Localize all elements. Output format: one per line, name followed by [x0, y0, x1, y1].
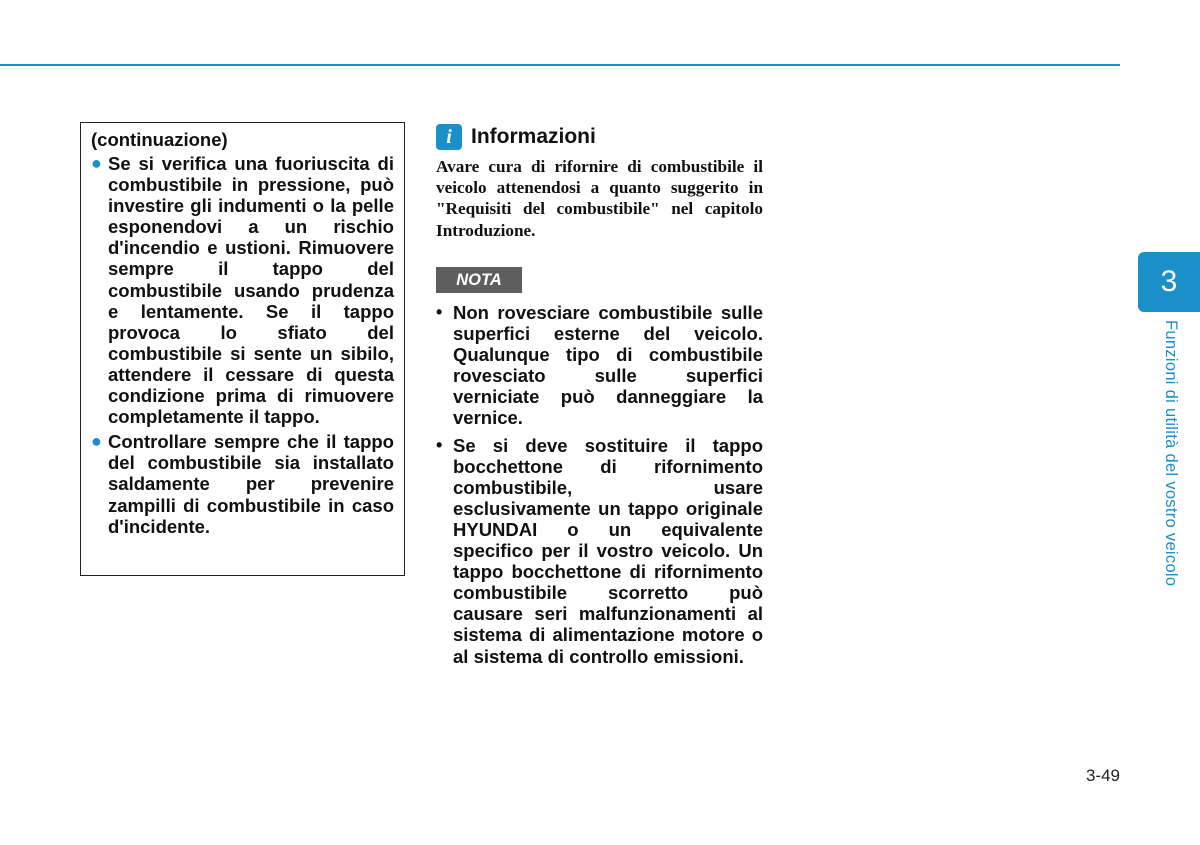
header-rule [0, 64, 1120, 66]
bullet-icon: ● [91, 431, 102, 452]
warning-list [91, 153, 394, 537]
warning-item-text: Controllare sempre che il tappo del combustibile sia installato saldamente per prevenire zampilli di combustibile in caso d'incidente. [108, 431, 394, 537]
info-header [436, 123, 763, 150]
info-title: Informazioni [471, 124, 596, 148]
bullet-icon: ● [91, 153, 102, 173]
chapter-number-tab: 3 [1138, 252, 1200, 312]
nota-badge: NOTA [436, 267, 522, 293]
bullet-icon: • [436, 434, 443, 455]
chapter-title: Funzioni di utilità del vostro veicolo [1162, 320, 1180, 587]
warning-item [91, 153, 394, 427]
warning-box [80, 122, 405, 576]
info-text: Avare cura di rifornire di combustibile il veicolo attenendosi a quanto suggerito in "Requisiti del combustibile" nel capitolo Introduzione. [436, 157, 763, 240]
page-number: 3-49 [1085, 766, 1120, 785]
nota-item [436, 302, 763, 429]
warning-item-text: Se si verifica una fuoriuscita di combustibile in pressione, può investire gli indumenti o la pelle esponendovi a un rischio d'incendio e ustioni. Rimuovere sempre il tappo del combustibile usando prudenza e lentamente. Se il tappo provoca lo sfiato del combustibile si sente un sibilo, attendere il cessare di questa condizione prima di rimuovere completamente il tappo. [108, 153, 394, 428]
bullet-icon: • [436, 302, 443, 322]
nota-item-text: Non rovesciare combustibile sulle superfici esterne del veicolo. Qualunque tipo di combustibile rovesciato sulle superfici verniciate può danneggiare la vernice. [453, 302, 763, 429]
nota-item [436, 435, 763, 667]
nota-item-text: Se si deve sostituire il tappo bocchettone di rifornimento combustibile, usare esclusivamente un tappo originale HYUNDAI o un equivalente specifico per il vostro veicolo. Un tappo bocchettone di rifornimento combustibile scorretto può causare seri malfunzionamenti al sistema di alimentazione motore o al sistema di controllo emissioni. [453, 434, 763, 667]
nota-list [436, 302, 763, 673]
info-section [436, 123, 763, 241]
warning-heading: (continuazione) [91, 129, 228, 150]
info-icon: i [436, 124, 462, 150]
warning-item [91, 431, 394, 536]
